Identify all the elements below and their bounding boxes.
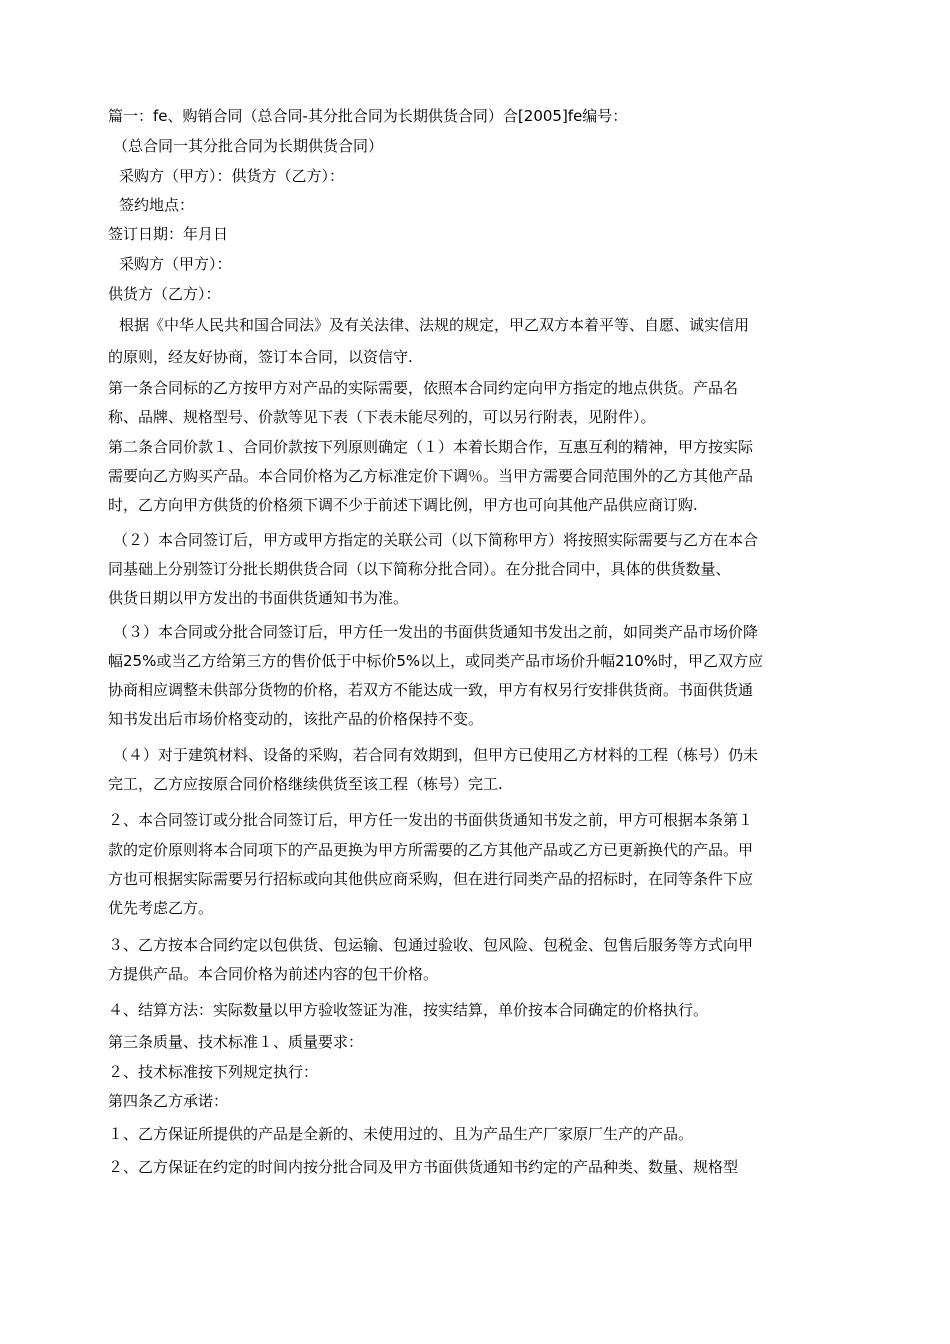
document-title-line: 篇一：fe、购销合同（总合同-其分批合同为长期供货合同）合[2005]fe编号： [108,107,628,125]
signing-place-line: 签约地点： [119,196,195,214]
parties-line: 采购方（甲方）：供货方（乙方）： [119,167,345,185]
paragraph-line: 同基础上分别签订分批长期供货合同（以下简称分批合同）。在分批合同中，具体的供货数量、 [108,560,731,578]
paragraph-line: ４、结算方法：实际数量以甲方验收签证为准，按实结算，单价按本合同确定的价格执行。 [108,1001,709,1019]
paragraph-line: 完工，乙方应按原合同价格继续供货至该工程（栋号）完工. [108,775,503,793]
paragraph-line: 称、品牌、规格型号、价款等见下表（下表未能尽列的，可以另行附表，见附件）。 [108,408,656,426]
paragraph-line: （３）本合同或分批合同签订后，甲方任一发出的书面供货通知书发出之前，如同类产品市场价降 [113,623,759,641]
paragraph-line: ２、乙方保证在约定的时间内按分批合同及甲方书面供货通知书约定的产品种类、数量、规格型 [108,1158,739,1176]
paragraph-line: 供货日期以甲方发出的书面供货通知书为准。 [108,589,409,607]
paragraph-line: １、乙方保证所提供的产品是全新的、未使用过的、且为产品生产厂家原厂生产的产品。 [108,1125,694,1143]
paragraph-line: 优先考虑乙方。 [108,899,214,917]
paragraph-line: 方也可根据实际需要另行招标或向其他供应商采购，但在进行同类产品的招标时，在同等条件下应 [108,870,754,888]
paragraph-line: ３、乙方按本合同约定以包供货、包运输、包通过验收、包风险、包税金、包售后服务等方式向甲 [108,936,754,954]
paragraph-line: 时，乙方向甲方供货的价格须下调不少于前述下调比例，甲方也可向其他产品供应商订购. [108,496,698,514]
paragraph-line: 幅25%或当乙方给第三方的售价低于中标价5%以上，或同类产品市场价升幅210%时，甲乙双方应 [108,652,764,670]
subtitle-line: （总合同一其分批合同为长期供货合同） [113,137,384,155]
paragraph-line: （２）本合同签订后，甲方或甲方指定的关联公司（以下简称甲方）将按照实际需要与乙方在本合 [113,531,759,549]
paragraph-line: 协商相应调整未供部分货物的价格，若双方不能达成一致，甲方有权另行安排供货商。书面供货通 [108,681,754,699]
paragraph-line: ２、技术标准按下列规定执行： [108,1063,319,1081]
supplier-line: 供货方（乙方）： [108,285,221,303]
signing-date-line: 签订日期：年月日 [108,225,229,243]
paragraph-line: ２、本合同签订或分批合同签订后，甲方任一发出的书面供货通知书发之前，甲方可根据本条第１ [108,811,754,829]
paragraph-line: 款的定价原则将本合同项下的产品更换为甲方所需要的乙方其他产品或乙方已更新换代的产品。甲 [108,841,754,859]
section-heading-line: 第四条乙方承诺： [108,1092,229,1110]
section-heading-line: 第三条质量、技术标准１、质量要求： [108,1033,364,1051]
buyer-line: 采购方（甲方）： [119,255,232,273]
paragraph-line: 需要向乙方购买产品。本合同价格为乙方标准定价下调％。当甲方需要合同范围外的乙方其他产品 [108,467,754,485]
paragraph-line: 方提供产品。本合同价格为前述内容的包干价格。 [108,965,439,983]
paragraph-line: 第二条合同价款１、合同价款按下列原则确定（１）本着长期合作，互惠互利的精神，甲方按实际 [108,438,754,456]
paragraph-line: 的原则，经友好协商，签订本合同，以资信守. [108,348,413,366]
paragraph-line: 知书发出后市场价格变动的，该批产品的价格保持不变。 [108,710,484,728]
paragraph-line: 第一条合同标的乙方按甲方对产品的实际需要，依照本合同约定向甲方指定的地点供货。产品名 [108,379,739,397]
paragraph-line: 根据《中华人民共和国合同法》及有关法律、法规的规定，甲乙双方本着平等、自愿、诚实信用 [119,316,750,334]
paragraph-line: （４）对于建筑材料、设备的采购，若合同有效期到，但甲方已使用乙方材料的工程（栋号）仍未 [113,746,759,764]
